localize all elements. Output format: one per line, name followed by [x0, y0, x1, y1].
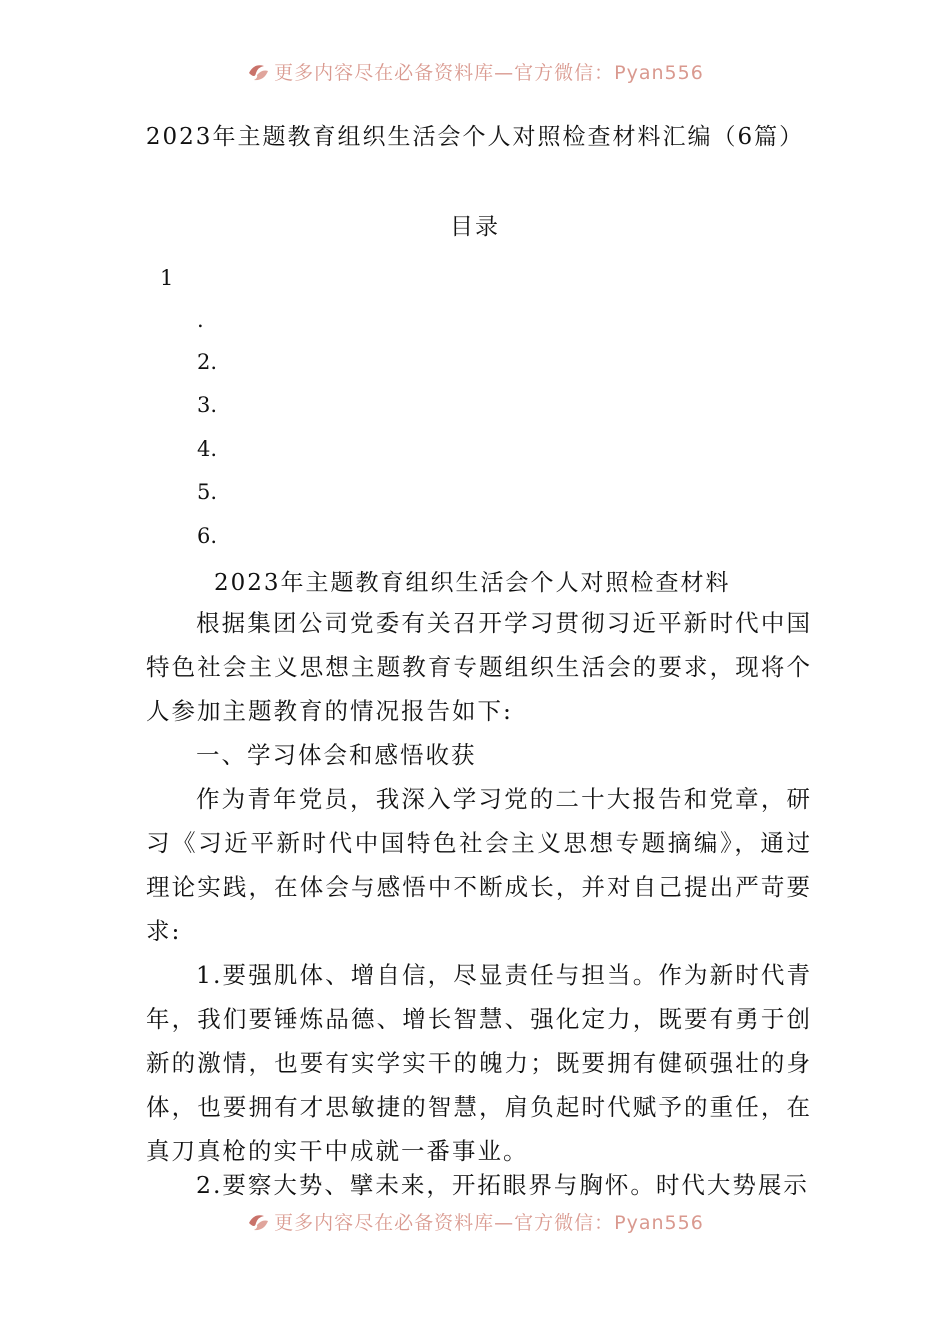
watermark-logo-icon	[246, 61, 270, 83]
section-heading: 一、学习体会和感悟收获	[196, 741, 477, 769]
toc-item: 4.	[197, 437, 218, 461]
body-paragraph: 作为青年党员，我深入学习党的二十大报告和党章，研习《习近平新时代中国特色社会主义思想专题摘编》，通过理论实践，在体会与感悟中不断成长，并对自己提出严苛要求:	[146, 785, 812, 945]
section-title: 2023年主题教育组织生活会个人对照检查材料	[214, 570, 731, 596]
toc-item: 2.	[197, 350, 218, 374]
toc-item: 5.	[197, 480, 218, 504]
body-paragraph: 根据集团公司党委有关召开学习贯彻习近平新时代中国特色社会主义思想主题教育专题组织生活会的要求，现将个人参加主题教育的情况报告如下:	[146, 609, 812, 725]
watermark-text: 更多内容尽在必备资料库—官方微信：Pyan556	[274, 1212, 704, 1234]
body-paragraph: 1.要强肌体、增自信，尽显责任与担当。作为新时代青年，我们要锤炼品德、增长智慧、强化定力，既要有勇于创新的激情，也要有实学实干的魄力；既要拥有健硕强壮的身体，也要拥有才思敏捷的智慧，肩负起时代赋予的重任，在真刀真枪的实干中成就一番事业。	[146, 961, 812, 1165]
toc-item: 3.	[197, 393, 218, 417]
watermark-text: 更多内容尽在必备资料库—官方微信：Pyan556	[274, 62, 704, 84]
body-paragraph: 2.要察大势、擘未来，开拓眼界与胸怀。时代大势展示	[196, 1171, 809, 1199]
toc-heading: 目录	[450, 214, 500, 240]
toc-item: 1	[160, 266, 174, 290]
watermark-top	[0, 58, 950, 84]
toc-item: 6.	[197, 524, 218, 548]
document-title: 2023年主题教育组织生活会个人对照检查材料汇编（6篇）	[145, 124, 805, 150]
toc-item: .	[197, 308, 204, 332]
watermark-logo-icon	[246, 1211, 270, 1233]
watermark-bottom	[0, 1208, 950, 1234]
